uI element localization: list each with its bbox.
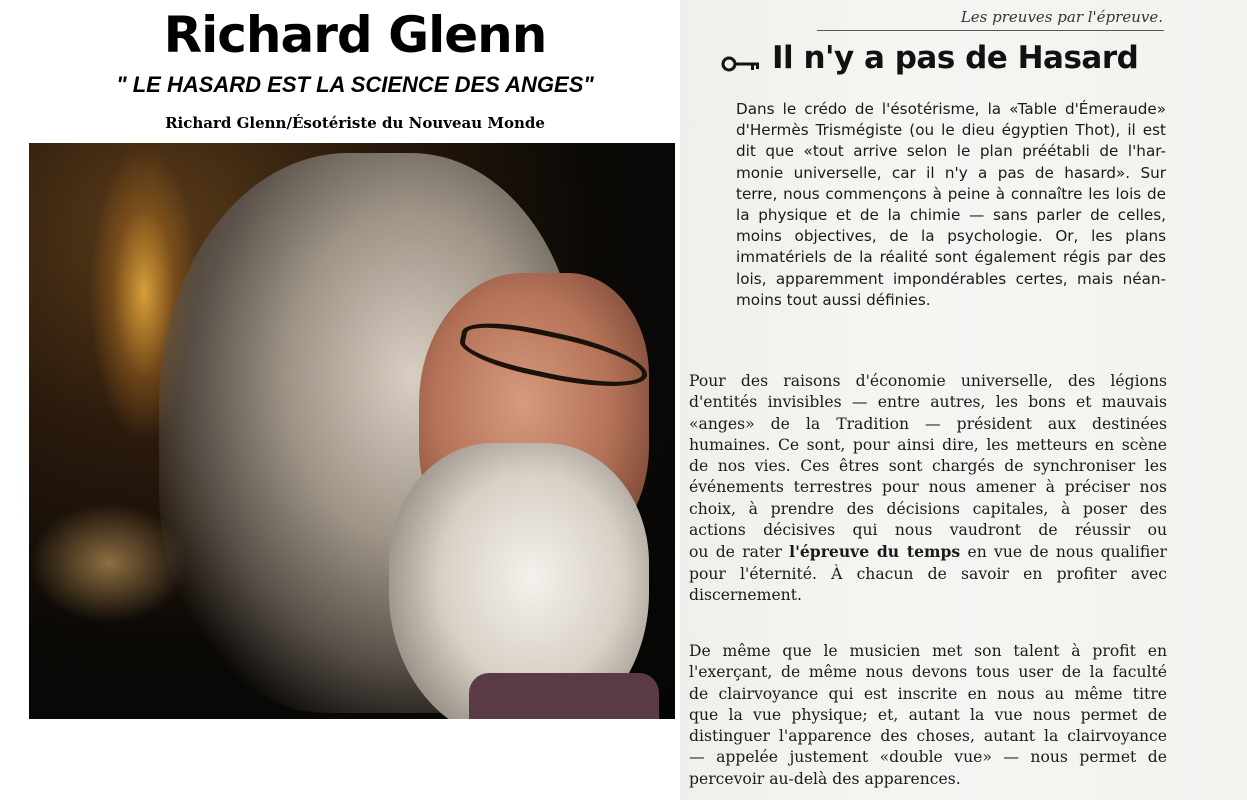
- text-line: l'exerçant, de même nous devons tous user de la faculté: [689, 663, 1167, 682]
- paragraph-1: [736, 99, 1166, 311]
- header-rule: [817, 30, 1164, 31]
- portrait-photo: [29, 143, 675, 719]
- article-headline: Il n'y a pas de Hasard: [772, 40, 1139, 76]
- text-line: — appelée justement «double vue» — nous permet de: [689, 748, 1167, 767]
- text-line: d'Hermès Trismégiste (ou le dieu égyptien Thot), il est: [736, 121, 1166, 140]
- text-line: d'entités invisibles — entre autres, les bons et mauvais: [689, 393, 1167, 412]
- text-line: distinguer l'apparence des choses, autant la clairvoyance: [689, 727, 1167, 746]
- text-line: actions décisives qui nous vaudront de réussir ou: [689, 521, 1167, 540]
- text-line: dit que «tout arrive selon le plan préétabli de l'har-: [736, 142, 1166, 161]
- text-line: pour l'éternité. À chacun de savoir en profiter avec: [689, 564, 1167, 583]
- text-line: de clairvoyance qui est inscrite en nous au même titre: [689, 684, 1167, 703]
- text-run: en vue de nous qualifier: [960, 543, 1167, 562]
- text-line-with-emphasis: [689, 541, 1167, 563]
- author-subtitle: Richard Glenn/Ésotériste du Nouveau Monde: [165, 114, 545, 132]
- page-title: Richard Glenn: [163, 6, 547, 64]
- text-line: choix, à prendre des décisions capitales, à poser des: [689, 499, 1167, 518]
- text-line: De même que le musicien met son talent à profit en: [689, 642, 1167, 660]
- paragraph-3: [689, 641, 1167, 790]
- text-line: la physique et de la chimie — sans parler de celles,: [736, 206, 1166, 225]
- text-line: Dans le crédo de l'ésotérisme, la «Table d'Émeraude»: [736, 100, 1166, 118]
- text-line: de nos vies. Ces êtres sont chargés de synchroniser les: [689, 457, 1167, 476]
- section-header: Les preuves par l'épreuve.: [960, 8, 1163, 26]
- text-line: immatériels de la réalité sont également régis par des: [736, 248, 1166, 267]
- text-line: percevoir au-delà des apparences.: [689, 769, 961, 788]
- text-run: ou de rater: [689, 543, 790, 562]
- text-line: «anges» de la Tradition — président aux destinées: [689, 414, 1167, 433]
- paragraph-2: [689, 371, 1167, 606]
- text-line: discernement.: [689, 585, 802, 604]
- text-line: événements terrestres pour nous amener à préciser nos: [689, 478, 1167, 497]
- portrait-shirt: [469, 673, 659, 719]
- key-icon: [721, 54, 761, 74]
- text-line: monie universelle, car il n'y a pas de hasard». Sur: [736, 163, 1166, 182]
- text-line: Pour des raisons d'économie universelle, des légions: [689, 372, 1167, 390]
- article-page: [680, 0, 1247, 800]
- text-line: que la vue physique; et, autant la vue nous permet de: [689, 705, 1167, 724]
- text-line: moins objectives, de la psychologie. Or, les plans: [736, 227, 1166, 246]
- quote-headline: " LE HASARD EST LA SCIENCE DES ANGES": [116, 72, 594, 97]
- text-line: moins tout aussi définies.: [736, 290, 931, 309]
- text-line: lois, apparemment impondérables certes, mais néan-: [736, 269, 1166, 288]
- text-line: terre, nous commençons à peine à connaître les lois de: [736, 184, 1166, 203]
- text-line: humaines. Ce sont, pour ainsi dire, les metteurs en scène: [689, 435, 1167, 454]
- emphasis-text: l'épreuve du temps: [789, 542, 961, 562]
